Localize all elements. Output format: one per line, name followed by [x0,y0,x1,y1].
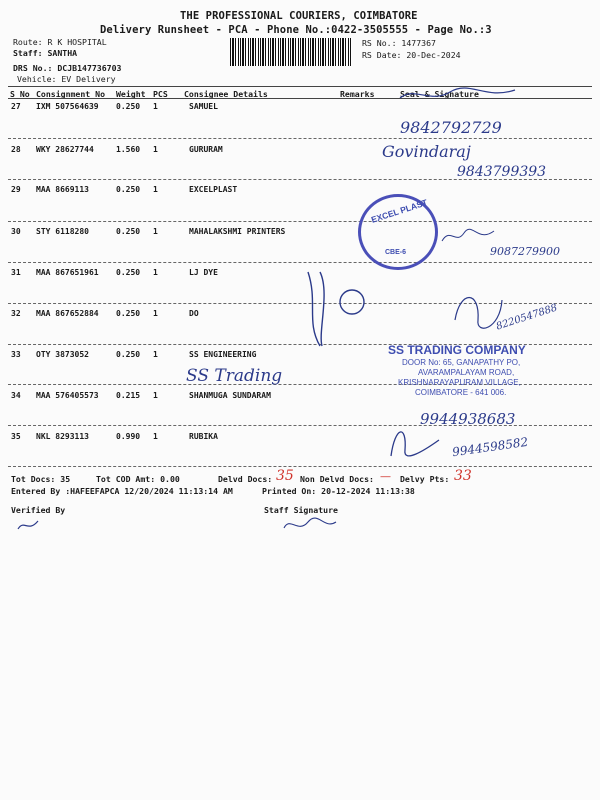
delvd-docs-value: 35 [276,468,294,484]
col-header-seal: Seal & Signature [400,89,479,99]
signature-scribble-2 [438,225,498,247]
handwritten-mark [300,262,380,352]
table-row-consignee: GURURAM [189,145,223,154]
stamp-top-text: EXCEL PLAST [369,197,429,225]
row-divider [8,466,592,467]
table-row-consignment: MAA 8669113 [36,185,89,194]
verified-by-label: Verified By [11,505,66,515]
table-row-weight: 0.250 [116,309,141,318]
table-row-pcs: 1 [153,309,158,318]
table-row-sno: 35 [11,432,21,441]
table-row-pcs: 1 [153,350,158,359]
company-title: THE PROFESSIONAL COURIERS, COIMBATORE [180,10,418,22]
col-header-consignee: Consignee Details [184,89,268,99]
table-row-sno: 27 [11,102,21,111]
handwritten-name-1: Govindaraj [382,142,471,161]
handwritten-name-2: SS Trading [186,366,283,386]
printed-on: Printed On: 20-12-2024 11:13:38 [262,486,415,496]
delvy-pts-value: 33 [454,468,472,484]
table-row-sno: 31 [11,268,21,277]
table-row-pcs: 1 [153,391,158,400]
table-row-consignee: RUBIKA [189,432,218,441]
table-row-consignee: EXCELPLAST [189,185,238,194]
col-header-remarks: Remarks [340,89,375,99]
entered-by: Entered By :HAFEEFAPCA 12/20/2024 11:13:14 AM [11,486,233,496]
tot-docs: Tot Docs: 35 [11,474,71,484]
staff-signature [280,514,340,536]
delvd-docs-label: Delvd Docs: [218,474,273,484]
table-row-pcs: 1 [153,227,158,236]
table-row-weight: 0.250 [116,227,141,236]
table-row-consignment: WKY 28627744 [36,145,94,154]
table-row-sno: 30 [11,227,21,236]
runsheet-subtitle: Delivery Runsheet - PCA - Phone No.:0422-3505555 - Page No.:3 [100,24,492,36]
table-row-pcs: 1 [153,432,158,441]
table-row-weight: 0.250 [116,350,141,359]
handwritten-phone-6: 9944598582 [451,434,529,460]
verified-signature [14,515,44,535]
table-row-weight: 1.560 [116,145,141,154]
rs-number: RS No.: 1477367 [362,38,436,48]
signature-scribble-1 [395,84,545,108]
col-header-weight: Weight [116,89,146,99]
table-row-consignee: DO [189,309,199,318]
route-label: Route: R K HOSPITAL [13,37,107,47]
ss-stamp-line-5: COIMBATORE - 641 006. [415,388,507,397]
table-row-consignee: SAMUEL [189,102,218,111]
table-row-consignment: STY 6118280 [36,227,89,236]
table-row-consignment: OTY 3873052 [36,350,89,359]
ss-stamp-line-2: DOOR No: 65, GANAPATHY PO, [402,358,521,367]
table-row-consignment: MAA 867651961 [36,268,99,277]
ss-stamp-line-4: KRISHNARAYAPURAM VILLAGE, [398,378,521,387]
col-header-sno: S No [10,89,30,99]
stamp-bottom-text: CBE-6 [385,249,407,256]
table-row-pcs: 1 [153,102,158,111]
handwritten-phone-3: 9087279900 [490,245,560,258]
rs-date: RS Date: 20-Dec-2024 [362,50,461,60]
excel-plast-stamp [358,194,438,270]
ss-stamp-line-1: SS TRADING COMPANY [388,343,526,357]
table-row-sno: 34 [11,391,21,400]
table-row-consignment: MAA 867652884 [36,309,99,318]
barcode-image [230,38,352,66]
handwritten-phone-1: 9842792729 [400,118,502,137]
ss-stamp-line-3: AVARAMPALAYAM ROAD, [418,368,515,377]
table-row-sno: 32 [11,309,21,318]
non-delvd-docs-label: Non Delvd Docs: [300,474,374,484]
row-divider [8,221,592,222]
handwritten-phone-2: 9843799393 [457,164,547,180]
table-row-consignee: SHANMUGA SUNDARAM [189,391,271,400]
table-row-pcs: 1 [153,268,158,277]
table-row-pcs: 1 [153,185,158,194]
staff-label: Staff: SANTHA [13,48,78,58]
table-row-sno: 28 [11,145,21,154]
delvy-pts-label: Delvy Pts: [400,474,450,484]
table-row-consignment: MAA 576405573 [36,391,99,400]
table-row-consignee: SS ENGINEERING [189,350,257,359]
signature-scribble-4 [385,420,445,464]
table-row-weight: 0.990 [116,432,141,441]
table-row-weight: 0.250 [116,185,141,194]
row-divider [8,138,592,139]
drs-label: DRS No.: DCJB147736703 [13,63,122,73]
handwritten-phone-5: 9944938683 [420,410,516,428]
table-row-weight: 0.250 [116,268,141,277]
tot-cod-amt: Tot COD Amt: 0.00 [96,474,180,484]
table-row-consignee: MAHALAKSHMI PRINTERS [189,227,286,236]
table-row-consignment: NKL 8293113 [36,432,89,441]
table-row-pcs: 1 [153,145,158,154]
col-header-consignment: Consignment No [36,89,106,99]
vehicle-label: Vehicle: EV Delivery [17,74,116,84]
col-header-pcs: PCS [153,89,168,99]
table-row-weight: 0.250 [116,102,141,111]
table-row-sno: 29 [11,185,21,194]
table-row-consignee: LJ DYE [189,268,218,277]
staff-signature-label: Staff Signature [264,505,338,515]
table-row-consignment: IXM 507564639 [36,102,99,111]
non-delvd-docs-value: — [380,470,391,483]
handwritten-phone-4: 8220547888 [494,302,559,333]
table-row-weight: 0.215 [116,391,141,400]
table-row-sno: 33 [11,350,21,359]
